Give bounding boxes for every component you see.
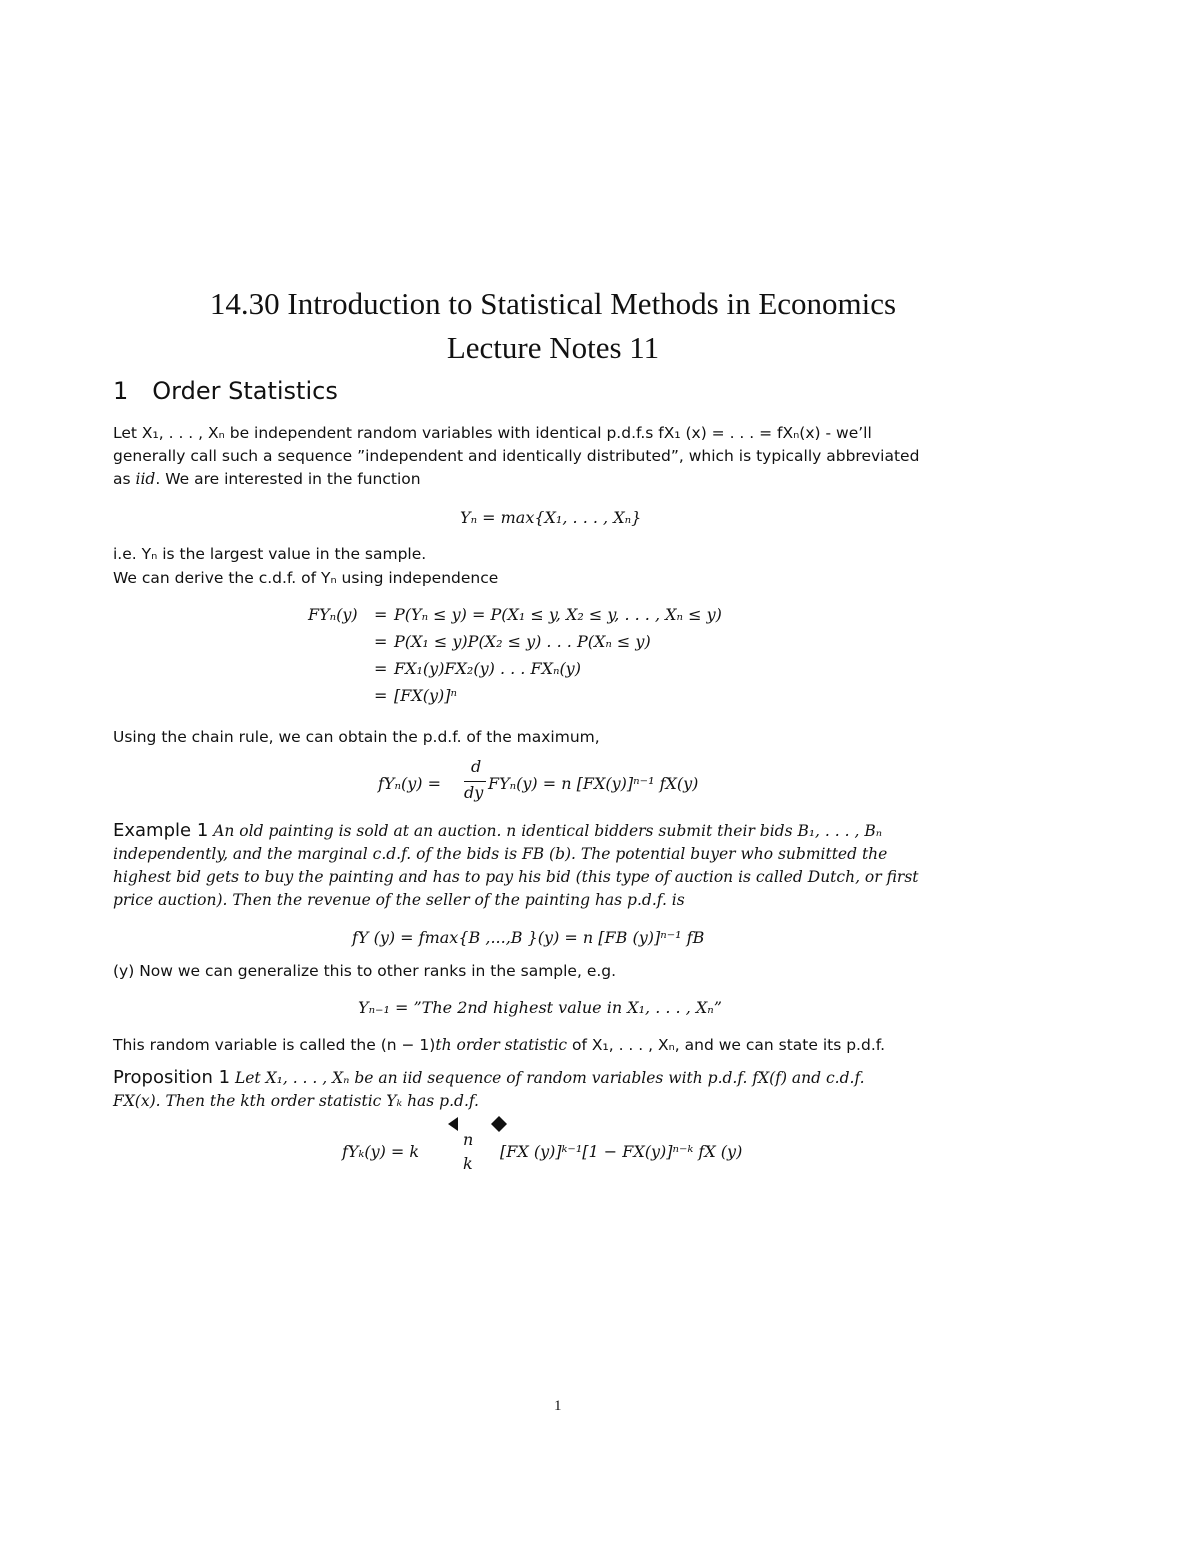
cdf-lhs: FYₙ(y) xyxy=(308,605,358,624)
binomial-brace-glyphs xyxy=(436,1114,516,1134)
cdf-row-3: FX₁(y)FX₂(y) . . . FXₙ(y) xyxy=(394,659,581,678)
paragraph-generalize: (y) Now we can generalize this to other ranks in the sample, e.g. xyxy=(113,962,617,980)
example-line-4: price auction). Then the revenue of the seller of the painting has p.d.f. is xyxy=(113,891,685,909)
kth-rhs: [FX (y)]ᵏ⁻¹[1 − FX(y)]ⁿ⁻ᵏ fX (y) xyxy=(500,1142,743,1161)
kth-lhs: fYₖ(y) = k xyxy=(342,1142,420,1161)
order-stat-a: This random variable is called the (n − 1) xyxy=(113,1036,436,1054)
intro-line-3 xyxy=(113,468,1005,491)
paragraph-cdf-intro: We can derive the c.d.f. of Yₙ using independence xyxy=(113,569,499,587)
document-title: 14.30 Introduction to Statistical Methods in Economics xyxy=(209,286,897,321)
cdf-eq-4: = xyxy=(374,686,388,705)
example-label: Example 1 xyxy=(113,820,209,841)
paragraph-intro xyxy=(113,422,1005,491)
section-heading xyxy=(113,377,338,405)
cdf-eq-1: = xyxy=(374,605,388,624)
order-stat-term: th order statistic xyxy=(435,1036,568,1054)
paragraph-chain-rule: Using the chain rule, we can obtain the p.d.f. of the maximum, xyxy=(113,728,600,746)
second-highest-equation: Yₙ₋₁ = ”The 2nd highest value in X₁, . . . , Xₙ” xyxy=(358,998,722,1017)
right-binomial-mark xyxy=(491,1116,507,1132)
paragraph-order-statistic xyxy=(113,1034,1005,1057)
cdf-row-2: P(X₁ ≤ y)P(X₂ ≤ y) . . . P(Xₙ ≤ y) xyxy=(394,632,651,651)
intro-line-2: generally call such a sequence ”independent and identically distributed”, which is typically abbreviated xyxy=(113,447,920,465)
intro-line-3-a: as xyxy=(113,470,136,488)
paragraph-largest: i.e. Yₙ is the largest value in the sample. xyxy=(113,545,427,563)
fraction-numerator: d xyxy=(471,757,482,776)
binomial-bottom: k xyxy=(463,1154,473,1173)
cdf-eq-3: = xyxy=(374,659,388,678)
example-line-1: An old painting is sold at an auction. n identical bidders submit their bids B₁, . . . , Bₙ xyxy=(213,822,883,840)
iid-term: iid xyxy=(135,470,156,488)
binomial-top: n xyxy=(463,1130,474,1149)
page-number: 1 xyxy=(554,1398,562,1414)
fraction-bar xyxy=(464,781,486,782)
cdf-eq-2: = xyxy=(374,632,388,651)
proposition-label: Proposition 1 xyxy=(113,1067,231,1088)
example-line-2: independently, and the marginal c.d.f. of the bids is FB (b). The potential buyer who submitted the xyxy=(113,845,888,863)
intro-line-1: Let X₁, . . . , Xₙ be independent random variables with identical p.d.f.s fX₁ (x) = . . . = fXₙ(x) - we’ll xyxy=(113,424,872,442)
proposition-line-1: Let X₁, . . . , Xₙ be an iid sequence of random variables with p.d.f. fX(f) and c.d.f. xyxy=(234,1069,865,1087)
fraction-denominator: dy xyxy=(464,783,484,802)
section-title: Order Statistics xyxy=(152,377,338,405)
proposition-line-2: FX(x). Then the kth order statistic Yₖ has p.d.f. xyxy=(113,1092,479,1110)
pdf-max-lhs: fYₙ(y) = xyxy=(378,774,441,793)
auction-pdf-equation: fY (y) = fmax{B ,...,B }(y) = n [FB (y)]ⁿ⁻¹ fB xyxy=(352,928,705,947)
document-subtitle: Lecture Notes 11 xyxy=(446,330,660,365)
section-number: 1 xyxy=(113,377,129,405)
cdf-row-1: P(Yₙ ≤ y) = P(X₁ ≤ y, X₂ ≤ y, . . . , Xₙ ≤ y) xyxy=(394,605,722,624)
example-block xyxy=(113,819,1005,912)
pdf-max-rhs: FYₙ(y) = n [FX(y)]ⁿ⁻¹ fX(y) xyxy=(488,774,699,793)
cdf-row-4: [FX(y)]ⁿ xyxy=(394,686,457,705)
equation-max: Yₙ = max{X₁, . . . , Xₙ} xyxy=(460,508,642,527)
order-stat-b: of X₁, . . . , Xₙ, and we can state its p.d.f. xyxy=(567,1036,886,1054)
intro-line-3-b: . We are interested in the function xyxy=(155,470,421,488)
example-line-3: highest bid gets to buy the painting and has to pay his bid (this type of auction is called Dutch, or first xyxy=(113,868,919,886)
proposition-block xyxy=(113,1066,1005,1113)
left-binomial-mark xyxy=(448,1117,458,1131)
